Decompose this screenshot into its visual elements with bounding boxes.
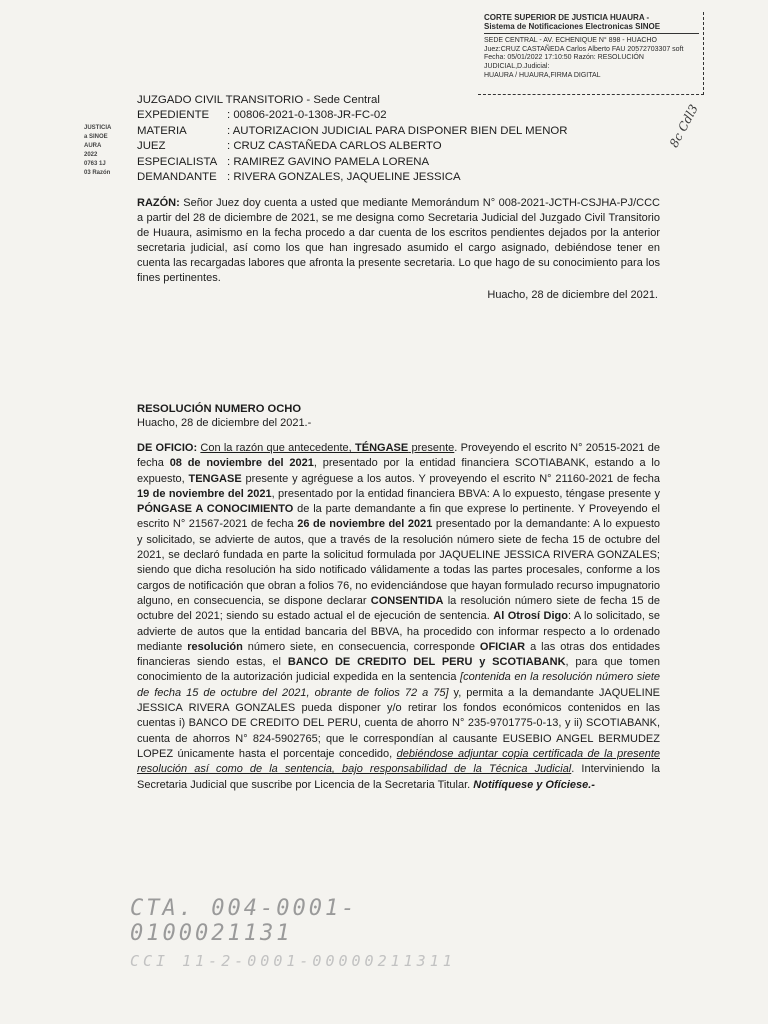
text-run: , para que tomen conocimiento de la autorización judicial expedida en la sentencia <box>137 656 660 684</box>
de-oficio-label: DE OFICIO: <box>137 442 201 454</box>
text-run: de la parte demandante a fin que exprese lo pertinente. Y Proveyendo el escrito N° 21567-2021 de fecha <box>137 503 661 531</box>
resolution-body <box>137 441 660 793</box>
text-run: y, permita a la demandante JAQUELINE JESSICA RIVERA GONZALES pueda disponer y/o retirar los fondos económicos contenidos en las cuentas i) BANCO DE CREDITO DEL PERU, cuenta de ahorro N° 235-9701775-0-13, y ii) SCOTIABANK, cuenta de ahorros N° 824-5902765; que le correspondían al causante EUSEBIO ANGEL BERMUDEZ LOPEZ únicamente hasta el porcentaje concedido, <box>137 686 660 760</box>
case-header <box>137 93 637 185</box>
header-row-materia <box>137 124 637 139</box>
stamp-line-court: CORTE SUPERIOR DE JUSTICIA HUAURA - <box>484 13 650 22</box>
header-row-especialista <box>137 155 637 170</box>
stamp-line-juez: Juez:CRUZ CASTAÑEDA Carlos Alberto FAU 20572703307 soft <box>484 45 684 53</box>
margin-note: JUSTICIA <box>84 125 112 131</box>
closing-formula: Notifíquese y Ofíciese.- <box>473 778 595 791</box>
text-run: la resolución número siete de fecha 15 de octubre del 2021; siendo su estado actual el de ejecución de sentencia. <box>137 594 660 623</box>
margin-note: 2022 <box>84 152 98 158</box>
handwritten-note: 8c Cdl3 <box>666 102 701 150</box>
stamp-line-fecha: Fecha: 05/01/2022 17:10:50 Razón: RESOLUCIÓN JUDICIAL,D.Judicial: <box>484 54 644 70</box>
header-label: EXPEDIENTE <box>137 109 210 122</box>
text-run: , presentado por la entidad financiera BBVA: A lo expuesto, téngase presente y <box>271 487 660 500</box>
text-run: , presentado por la entidad financiera SCOTIABANK, estando a lo expuesto, <box>137 457 660 485</box>
handwritten-line-cci: CCI 11-2-0001-00000211311 <box>130 952 456 970</box>
text-run: presente <box>408 442 455 454</box>
text-run: Con la razón que antecedente, <box>200 442 356 454</box>
text-run: . Proveyendo el escrito N° 20515-2021 de fecha <box>137 442 660 470</box>
header-label: JUEZ <box>137 140 166 153</box>
bold-text: OFICIAR <box>479 640 526 653</box>
text-run: presentado por la demandante: A lo expuesto y solicitado, se advierte de autos, que a través de la resolución número siete de fecha 15 de octubre del 2021, se declaró fundada en parte la solicitud formulada por JAQUELINE JESSICA RIVERA GONZALES; siendo que dicha resolución ha sido notificado válidamente a todas las partes procesales, conforme a los cargos de notificación que obran a folios 76, no evidenciándose que hayan formulado recurso impugnatorio alguno, en consecuencia, se dispone declarar <box>137 518 661 607</box>
header-label: MATERIA <box>137 124 187 137</box>
text-run: . Interviniendo la Secretaria Judicial que suscribe por Licencia de la Secretaria Titular. <box>137 763 661 791</box>
bold-text: CONSENTIDA <box>370 594 444 607</box>
bold-text: TÉNGASE <box>355 442 409 454</box>
margin-note: a SINOE <box>84 134 108 140</box>
bold-text: 26 de noviembre del 2021 <box>297 518 433 531</box>
razon-label: RAZÓN: <box>137 197 180 209</box>
stamp-line-firma: HUAURA / HUAURA,FIRMA DIGITAL <box>484 71 601 79</box>
bold-text: resolución <box>187 640 243 653</box>
header-value: : RIVERA GONZALES, JAQUELINE JESSICA <box>227 171 461 184</box>
margin-note: AURA <box>84 143 102 149</box>
header-label: ESPECIALISTA <box>137 155 218 168</box>
header-row-expediente <box>137 108 637 123</box>
handwritten-line-cta: CTA. 004-0001-0100021131 <box>130 896 358 946</box>
header-label: DEMANDANTE <box>137 171 217 184</box>
resolution-date: Huacho, 28 de diciembre del 2021.- <box>137 417 312 429</box>
stamp-line-system: Sistema de Notificaciones Electronicas SINOE <box>484 23 699 35</box>
electronic-notification-stamp <box>478 12 704 98</box>
bold-text: TENGASE <box>188 472 242 485</box>
razon-date: Huacho, 28 de diciembre del 2021. <box>487 289 658 301</box>
bold-text: 08 de noviembre del 2021 <box>169 457 314 470</box>
header-row-demandante <box>137 170 637 185</box>
italic-text: [contenida en la resolución número siete de fecha 15 de octubre del 2021, obrante de folios 72 a 75] <box>137 671 661 699</box>
razon-paragraph <box>137 196 660 285</box>
header-value: : RAMIREZ GAVINO PAMELA LORENA <box>227 155 430 168</box>
court-name: JUZGADO CIVIL TRANSITORIO - Sede Central <box>137 94 380 106</box>
stamp-line-sede: SEDE CENTRAL - AV. ECHENIQUE N° 898 - HUACHO <box>484 37 657 45</box>
text-run: : A lo solicitado, se advierte de autos que la entidad bancaria del BBVA, ha procedido con informar respecto a lo ordenado mediante <box>137 610 661 653</box>
header-value: : CRUZ CASTAÑEDA CARLOS ALBERTO <box>227 140 442 153</box>
resolution-title: RESOLUCIÓN NUMERO OCHO <box>137 403 302 415</box>
bold-text: PÓNGASE A CONOCIMIENTO <box>137 503 294 516</box>
text-run: número siete, en consecuencia, corresponde <box>242 640 480 653</box>
handwritten-account-numbers <box>130 896 490 970</box>
header-value: : AUTORIZACION JUDICIAL PARA DISPONER BIEN DEL MENOR <box>227 124 568 137</box>
margin-note: 0763 1J <box>84 161 106 167</box>
header-value: : 00806-2021-0-1308-JR-FC-02 <box>227 109 387 122</box>
bold-text: 19 de noviembre del 2021 <box>137 487 272 500</box>
text-run: a las otras dos entidades financieras siendo estas, el <box>137 640 661 669</box>
italic-underlined-text: debiéndose adjuntar copia certificada de la presente resolución así como de la sentencia, bajo responsabilidad de la Técnica Judicial <box>137 747 660 776</box>
underlined-text <box>200 442 454 454</box>
margin-stamp-notes <box>84 124 118 224</box>
razon-text: Señor Juez doy cuenta a usted que mediante Memorándum N° 008-2021-JCTH-CSJHA-PJ/CCC a partir del 28 de diciembre de 2021, se me designa como Secretaria Judicial del Juzgado Civil Transitorio de Huaura, asimismo en la fecha procedo a dar cuenta de los escritos pendientes dejados por la anterior secretaria judicial, así como los que han ingresado asumido el cargo asignado, debiéndose tener en cuenta las recargadas labores que afronta la presente secretaria. Lo que hago de su conocimiento para los fines pertinentes. <box>137 197 660 284</box>
header-row-juez <box>137 139 637 154</box>
bold-text: BANCO DE CREDITO DEL PERU y SCOTIABANK <box>287 656 566 669</box>
bold-text: Al Otrosí Digo <box>493 610 568 623</box>
text-run: presente y agréguese a los autos. Y proveyendo el escrito N° 21160-2021 de fecha <box>241 472 660 485</box>
margin-note: 03 Razón <box>84 170 111 176</box>
